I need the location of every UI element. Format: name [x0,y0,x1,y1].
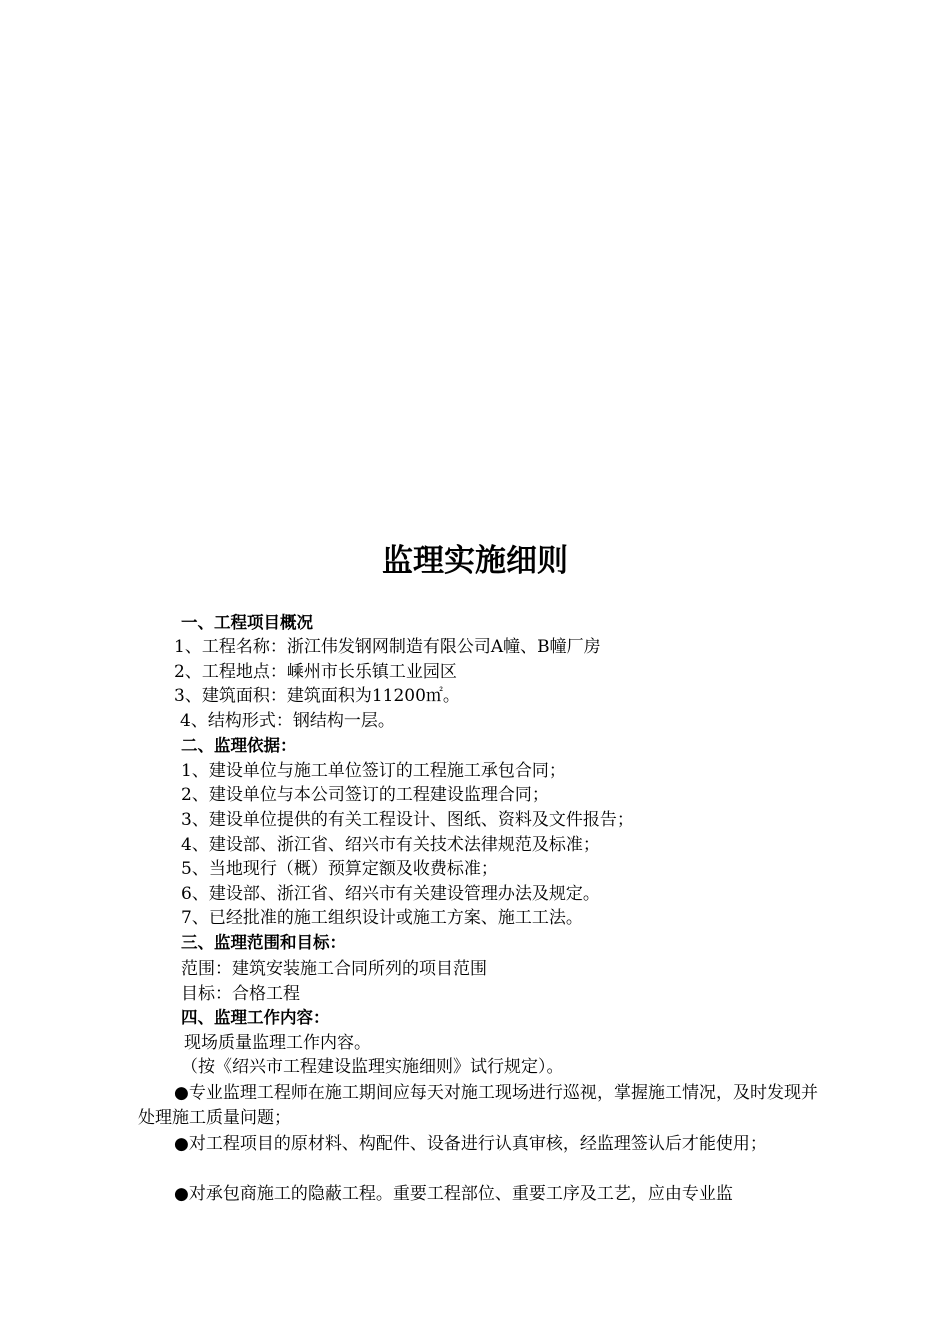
document-title: 监理实施细则 [382,543,568,579]
section3-scope: 范围：建筑安装施工合同所列的项目范围 [181,959,487,979]
section4-bullet [138,1182,818,1207]
section3-goal: 目标：合格工程 [181,984,300,1004]
section2-item: 5、当地现行（概）预算定额及收费标准； [181,859,498,879]
section1-item: 4、结构形式：钢结构一层。 [180,711,395,731]
section4-intro: 现场质量监理工作内容。 [184,1033,371,1053]
section1-heading: 一、工程项目概况 [181,613,313,632]
section2-item: 3、建设单位提供的有关工程设计、图纸、资料及文件报告； [181,810,634,830]
section4-heading: 四、监理工作内容： [181,1008,330,1027]
section2-item: 6、建设部、浙江省、绍兴市有关建设管理办法及规定。 [181,884,600,904]
section4-note: （按《绍兴市工程建设监理实施细则》试行规定）。 [181,1057,564,1077]
section3-heading: 三、监理范围和目标： [181,933,346,952]
section2-item: 4、建设部、浙江省、绍兴市有关技术法律规范及标准； [181,835,600,855]
section1-item: 2、工程地点：嵊州市长乐镇工业园区 [174,662,457,682]
section2-item: 1、建设单位与施工单位签订的工程施工承包合同； [181,761,566,781]
section1-item: 3、建筑面积：建筑面积为11200㎡。 [174,686,460,706]
bullet-text: ●对工程项目的原材料、构配件、设备进行认真审核，经监理签认后才能使用； [174,1134,767,1154]
section2-item: 7、已经批准的施工组织设计或施工方案、施工工法。 [181,908,583,928]
bullet-text: ●专业监理工程师在施工期间应每天对施工现场进行巡视，掌握施工情况，及时发现并处理施工质量问题； [138,1083,818,1128]
bullet-text: ●对承包商施工的隐蔽工程。重要工程部位、重要工序及工艺，应由专业监 [174,1184,733,1204]
section2-heading: 二、监理依据： [181,736,297,755]
section2-item: 2、建设单位与本公司签订的工程建设监理合同； [181,785,549,805]
section1-item: 1、工程名称：浙江伟发钢网制造有限公司A幢、B幢厂房 [174,637,601,657]
section4-bullet [138,1132,818,1157]
section4-bullet [138,1081,818,1130]
